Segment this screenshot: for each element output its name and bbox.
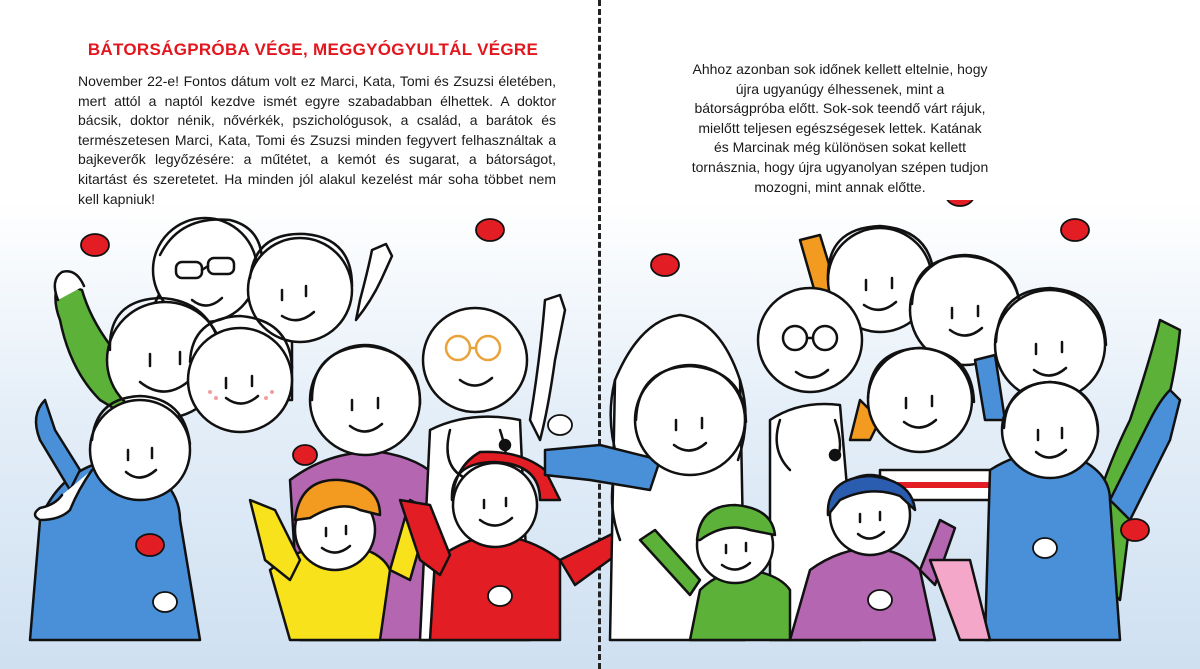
raised-arm [356, 244, 392, 320]
left-body-text: November 22-e! Fontos dátum volt ez Marci, Kata, Tomi és Zsuzsi életében, mert attól a naptól kezdve ismét egyre szabadabban élhettek. A doktor bácsik, doktor nénik, nővérkék, pszichológusok, a család, a barátok és természetesen Marci, Kata, Tomi és Zsuzsi minden fegyvert felhasználtak a bajkeverők legyőzésére: a műtétet, a kemót és sugarat, a bátorságot, kitartást és szeretetet. Ha minden jól alakul kezelést már soha többet nem kell kapniuk! [78, 73, 556, 207]
cheering-crowd-illustration [0, 200, 1200, 669]
person-pink-pants [930, 560, 990, 640]
right-body-text: Ahhoz azonban sok időnek kellett eltelnie, hogy újra ugyanúgy élhessenek, mint a bátorságpróba előtt. Sok-sok teendő várt rájuk, mielőtt teljesen egészségesek lettek. Katának és Marcinak még különösen sokat kellett tornásznia, hogy újra ugyanolyan szépen tudjon mozogni, mint annak előtte. [691, 61, 989, 195]
page-title: BÁTORSÁGPRÓBA VÉGE, MEGGYÓGYULTÁL VÉGRE [87, 40, 539, 59]
person-back-bob [248, 234, 352, 342]
